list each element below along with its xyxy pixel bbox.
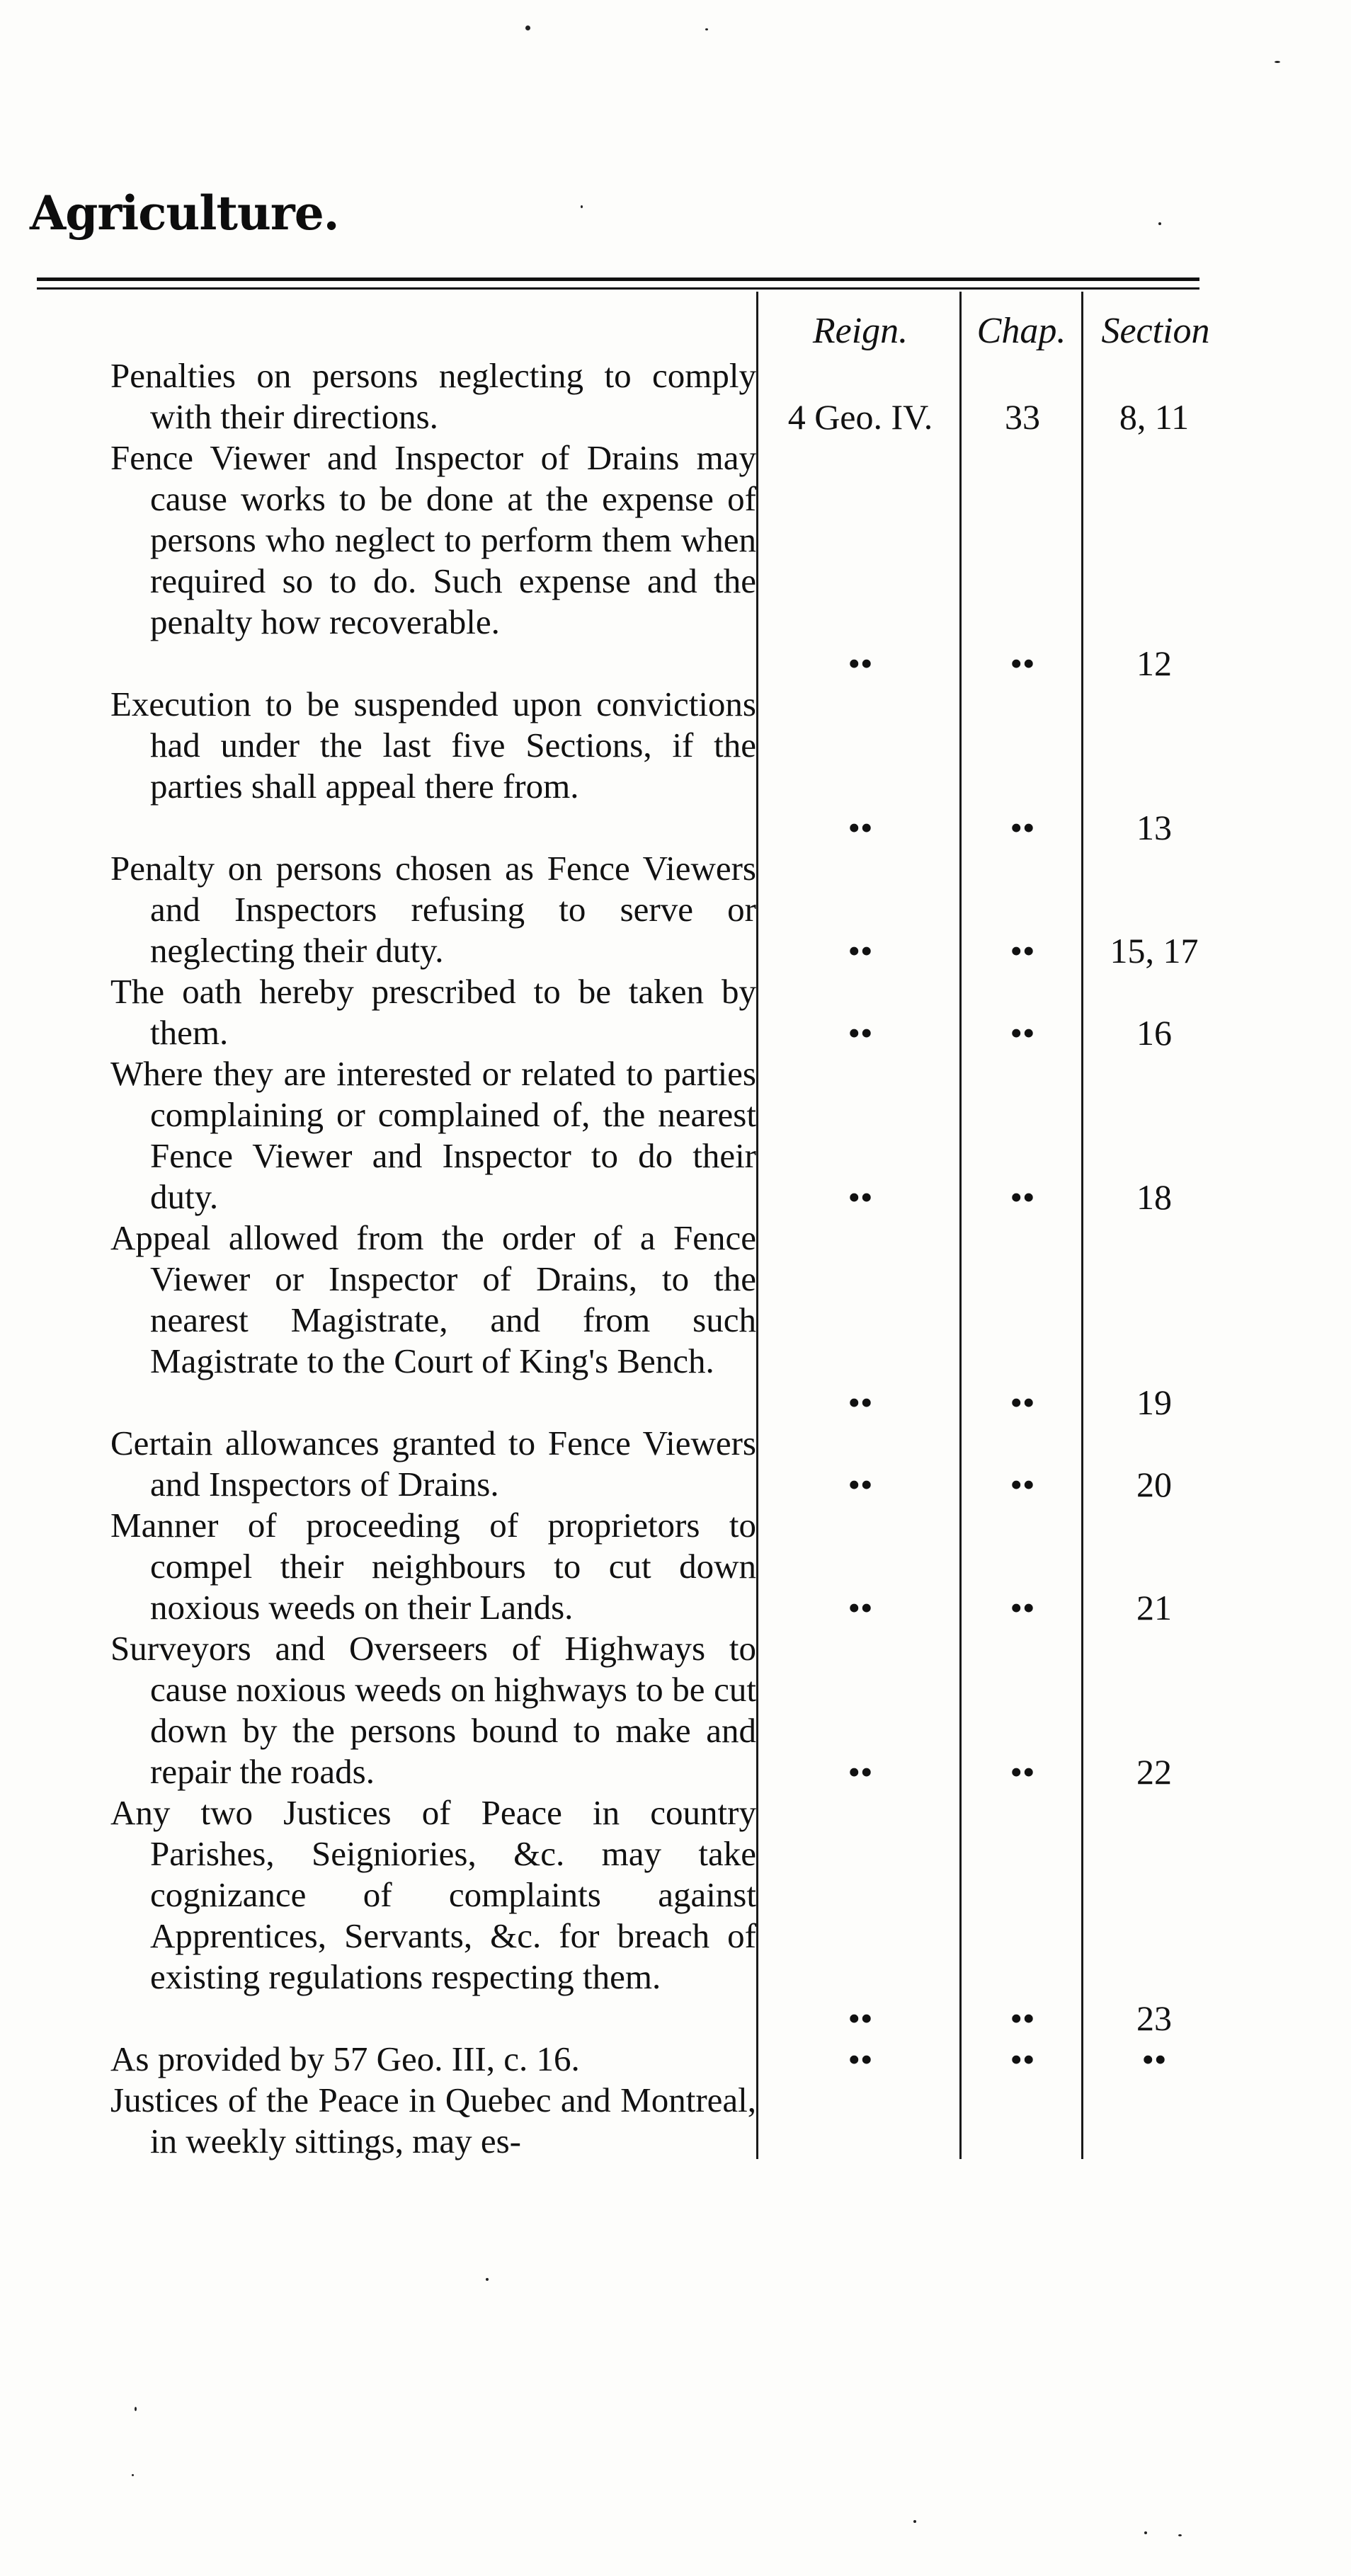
- entry-chap: ••: [1010, 1752, 1035, 1792]
- entry-section: 8, 11: [1119, 397, 1190, 437]
- column-divider-text-reign: [756, 292, 758, 2159]
- entry-reign: ••: [848, 1383, 873, 1422]
- entry-text: Justices of the Peace in Quebec and Montreal, in weekly sittings, may es-: [110, 2080, 756, 2160]
- entry-text: Where they are interested or related to parties complaining or complained of, the nearest Fence Viewer and Inspector to do their duty.: [110, 1054, 756, 1216]
- entry-chap: ••: [1010, 643, 1035, 683]
- scan-speck: [486, 2278, 489, 2281]
- entry-section: 20: [1136, 1465, 1172, 1504]
- entry-reign: ••: [848, 1465, 873, 1504]
- entry-text: Appeal allowed from the order of a Fence Viewer or Inspector of Drains, to the nearest Magistrate, and from such Magistrate to the Court of King's Bench.: [110, 1218, 756, 1380]
- entry-text: The oath hereby prescribed to be taken by them.: [110, 972, 756, 1052]
- scan-speck: [525, 25, 530, 30]
- column-header-reign: Reign.: [812, 311, 908, 351]
- entry-reign: ••: [848, 931, 873, 971]
- entry-section: 23: [1136, 1998, 1172, 2038]
- column-divider-chap-section: [1081, 292, 1083, 2159]
- entry-chap: 33: [1005, 397, 1040, 437]
- entry-section: ••: [1141, 2039, 1167, 2079]
- entry-section: 21: [1136, 1588, 1172, 1627]
- entry-text: Certain allowances granted to Fence Viewers and Inspectors of Drains.: [110, 1424, 756, 1504]
- scan-speck: [913, 2520, 916, 2523]
- page-heading: Agriculture.: [30, 185, 339, 241]
- scan-speck: [1144, 2531, 1147, 2534]
- entry-reign: ••: [848, 1752, 873, 1792]
- entry-text: Execution to be suspended upon convictions had under the last five Sections, if the parties shall appeal there from.: [110, 685, 756, 806]
- column-header-section: Section: [1101, 311, 1210, 351]
- entry-chap: ••: [1010, 1588, 1035, 1627]
- entry-section: 18: [1136, 1177, 1172, 1217]
- entry-section: 13: [1136, 808, 1172, 847]
- scan-speck: [132, 2474, 134, 2476]
- entry-section: 16: [1136, 1013, 1172, 1053]
- entry-chap: ••: [1010, 1465, 1035, 1504]
- entry-chap: ••: [1010, 1998, 1035, 2038]
- entry-reign: ••: [848, 2039, 873, 2079]
- entry-section: 19: [1136, 1383, 1172, 1422]
- scan-speck: [1158, 222, 1161, 225]
- entry-text: Penalties on persons neglecting to comply with their directions.: [110, 356, 756, 436]
- entry-chap: ••: [1010, 931, 1035, 971]
- entry-section: 15, 17: [1110, 931, 1199, 971]
- entry-text: Fence Viewer and Inspector of Drains may cause works to be done at the expense of persons who neglect to perform them when required so to do. Such expense and the penalty how recoverable.: [110, 438, 756, 641]
- entry-text: Penalty on persons chosen as Fence Viewers and Inspectors refusing to serve or neglecting their duty.: [110, 849, 756, 970]
- scan-speck: [1178, 2534, 1182, 2536]
- entry-chap: ••: [1010, 2039, 1035, 2079]
- scan-speck: [135, 2407, 137, 2411]
- entry-section: 12: [1136, 643, 1172, 683]
- entry-reign: ••: [848, 1177, 873, 1217]
- entry-text: As provided by 57 Geo. III, c. 16.: [110, 2039, 580, 2078]
- entry-section: 22: [1136, 1752, 1172, 1792]
- column-header-chap: Chap.: [976, 311, 1066, 351]
- entry-reign: ••: [848, 808, 873, 847]
- entry-chap: ••: [1010, 808, 1035, 847]
- scan-speck: [705, 28, 708, 30]
- column-divider-reign-chap: [959, 292, 962, 2159]
- entry-reign: ••: [848, 1588, 873, 1627]
- scan-speck: [581, 205, 583, 208]
- entry-reign: ••: [848, 1998, 873, 2038]
- entry-text: Manner of proceeding of proprietors to compel their neighbours to cut down noxious weeds on their Lands.: [110, 1506, 756, 1627]
- header-rule-top: [37, 277, 1199, 281]
- entry-chap: ••: [1010, 1177, 1035, 1217]
- entry-text: Any two Justices of Peace in country Parishes, Seigniories, &c. may take cognizance of complaints against Apprentices, Servants, &c. for breach of existing regulations respecting them.: [110, 1793, 756, 1996]
- entry-reign: ••: [848, 643, 873, 683]
- entry-chap: ••: [1010, 1383, 1035, 1422]
- header-rule-bottom: [37, 287, 1199, 290]
- entry-reign: 4 Geo. IV.: [787, 397, 933, 437]
- scan-speck: [1275, 61, 1280, 63]
- entry-chap: ••: [1010, 1013, 1035, 1053]
- entry-text: Surveyors and Overseers of Highways to cause noxious weeds on highways to be cut down by the persons bound to make and repair the roads.: [110, 1629, 756, 1791]
- entry-reign: ••: [848, 1013, 873, 1053]
